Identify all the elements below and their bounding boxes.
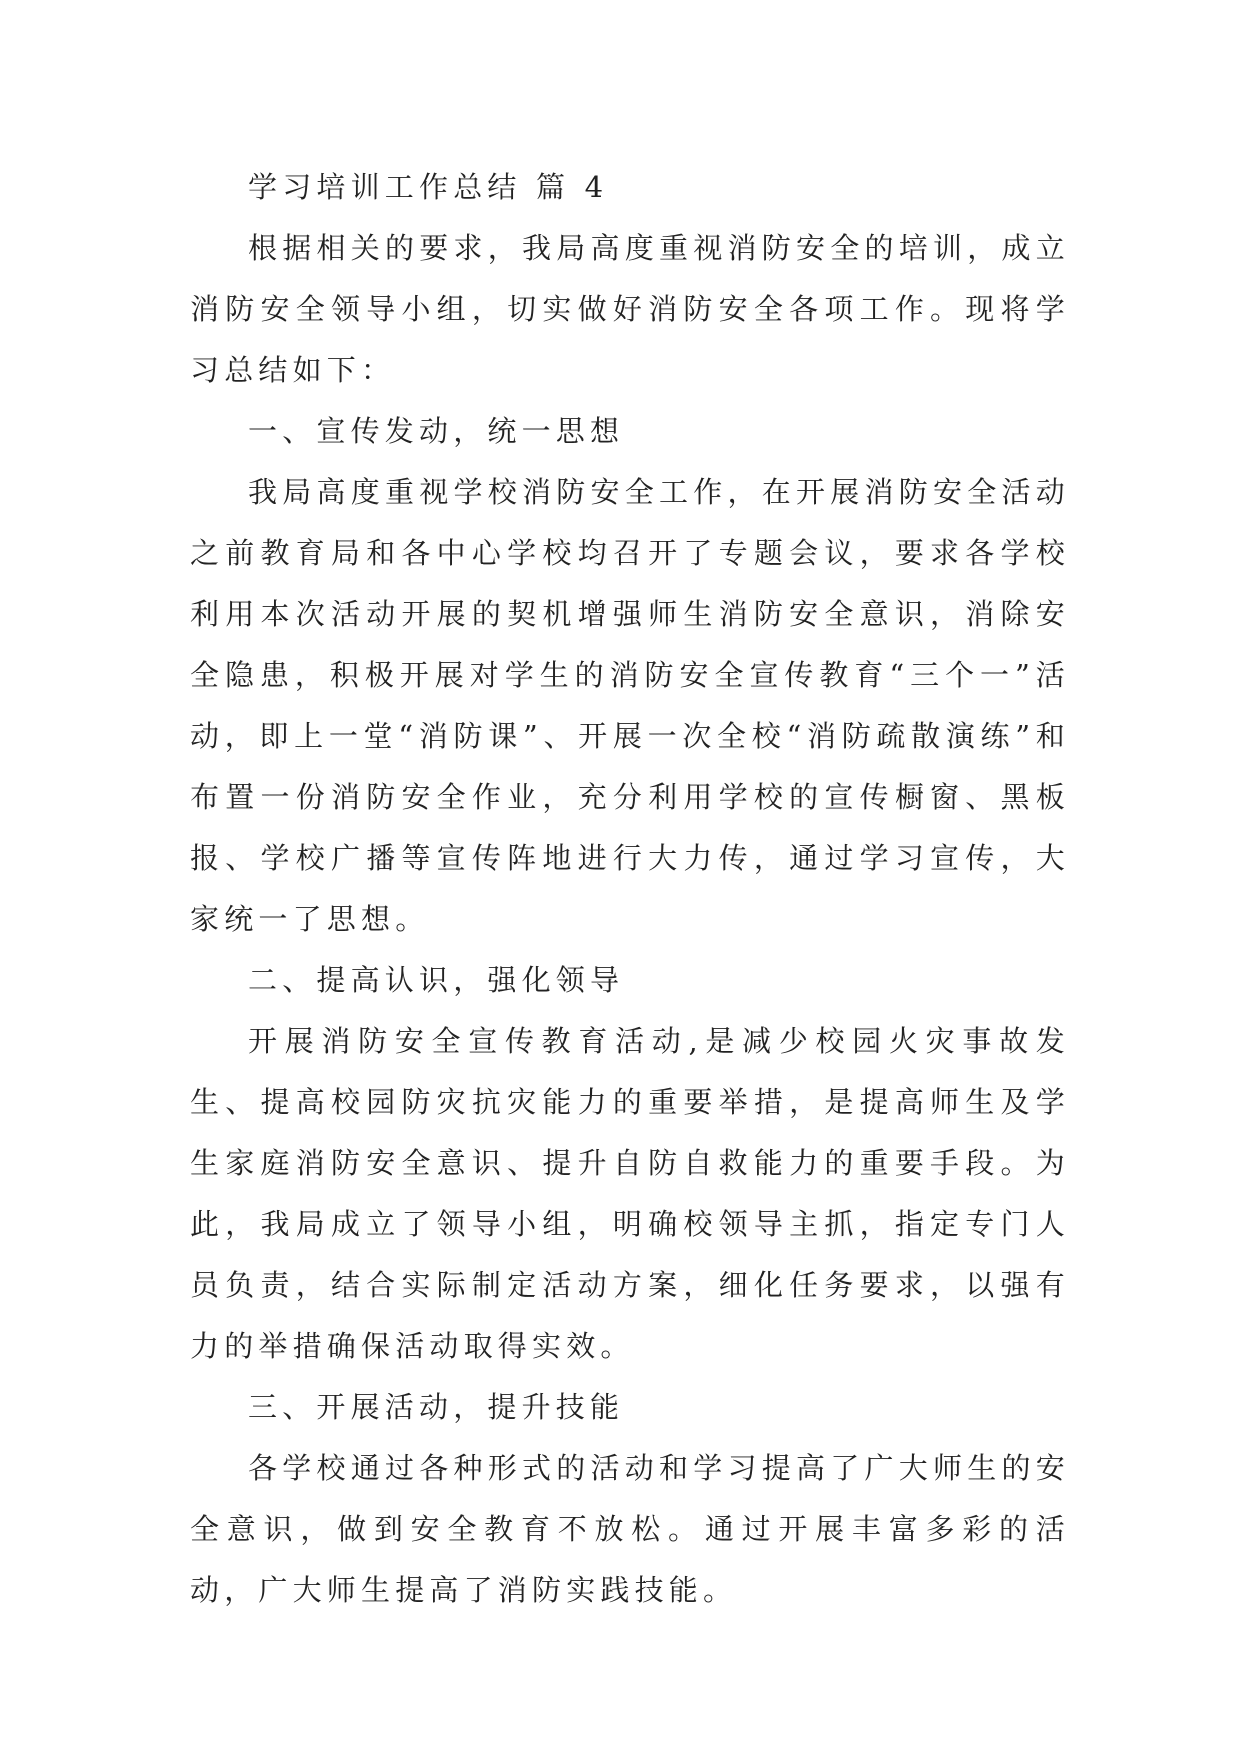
intro-paragraph: 根据相关的要求，我局高度重视消防安全的培训，成立消防安全领导小组，切实做好消防安全各项工作。现将学习总结如下：: [190, 231, 1070, 387]
section-2-paragraph: 开展消防安全宣传教育活动,是减少校园火灾事故发生、提高校园防灾抗灾能力的重要举措，是提高师生及学生家庭消防安全意识、提升自防自救能力的重要手段。为此，我局成立了领导小组，明确校领导主抓，指定专门人员负责，结合实际制定活动方案，细化任务要求，以强有力的举措确保活动取得实效。: [190, 1024, 1070, 1363]
section-1-paragraph: 我局高度重视学校消防安全工作，在开展消防安全活动之前教育局和各中心学校均召开了专题会议，要求各学校利用本次活动开展的契机增强师生消防安全意识，消除安全隐患，积极开展对学生的消防安全宣传教育“三个一”活动，即上一堂“消防课”、开展一次全校“消防疏散演练”和布置一份消防安全作业，充分利用学校的宣传橱窗、黑板报、学校广播等宣传阵地进行大力传，通过学习宣传，大家统一了思想。: [190, 475, 1070, 936]
section-heading-1: 一、宣传发动，统一思想: [248, 414, 625, 448]
section-3-paragraph: 各学校通过各种形式的活动和学习提高了广大师生的安全意识，做到安全教育不放松。通过开展丰富多彩的活动，广大师生提高了消防实践技能。: [190, 1451, 1070, 1607]
document-body: [190, 157, 1070, 1621]
document-title: 学习培训工作总结 篇 4: [248, 170, 609, 204]
section-heading-2: 二、提高认识，强化领导: [248, 963, 625, 997]
section-heading-3: 三、开展活动，提升技能: [248, 1390, 625, 1424]
